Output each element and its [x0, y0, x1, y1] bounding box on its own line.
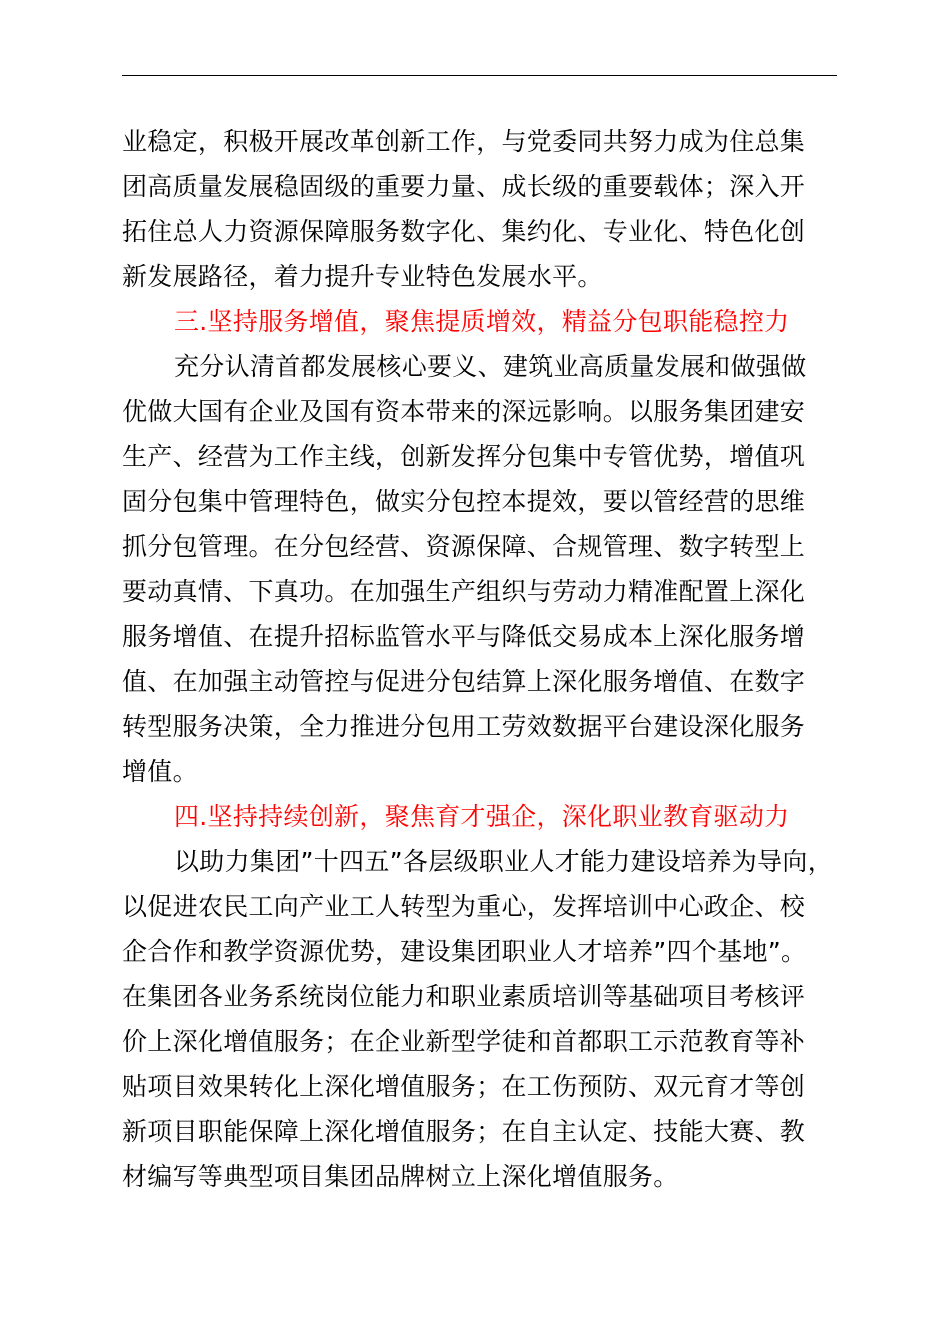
- section-3-paragraph: [122, 344, 842, 794]
- section-heading-3: 三.坚持服务增值，聚焦提质增效，精益分包职能稳控力: [174, 307, 790, 336]
- text-line: 新项目职能保障上深化增值服务；在自主认定、技能大赛、教: [122, 1117, 806, 1146]
- text-line: 团高质量发展稳固级的重要力量、成长级的重要载体；深入开: [122, 172, 806, 201]
- text-line: 在集团各业务系统岗位能力和职业素质培训等基础项目考核评: [122, 982, 806, 1011]
- text-line: 生产、经营为工作主线，创新发挥分包集中专管优势，增值巩: [122, 442, 806, 471]
- text-line: 拓住总人力资源保障服务数字化、集约化、专业化、特色化创: [122, 217, 806, 246]
- section-4-paragraph: [122, 839, 842, 1199]
- text-line: 服务增值、在提升招标监管水平与降低交易成本上深化服务增: [122, 622, 806, 651]
- section-heading-4: 四.坚持持续创新，聚焦育才强企，深化职业教育驱动力: [174, 802, 790, 831]
- text-line: 材编写等典型项目集团品牌树立上深化增值服务。: [122, 1162, 679, 1191]
- text-line: 以促进农民工向产业工人转型为重心，发挥培训中心政企、校: [122, 892, 806, 921]
- text-line: 要动真情、下真功。在加强生产组织与劳动力精准配置上深化: [122, 577, 806, 606]
- text-line: 优做大国有企业及国有资本带来的深远影响。以服务集团建安: [122, 397, 806, 426]
- text-line: 业稳定，积极开展改革创新工作，与党委同共努力成为住总集: [122, 127, 806, 156]
- text-line: 企合作和教学资源优势，建设集团职业人才培养”四个基地”。: [122, 937, 807, 966]
- text-line: 新发展路径，着力提升专业特色发展水平。: [122, 262, 603, 291]
- text-line: 价上深化增值服务；在企业新型学徒和首都职工示范教育等补: [122, 1027, 806, 1056]
- text-line: 以助力集团”十四五”各层级职业人才能力建设培养为导向，: [174, 847, 834, 876]
- text-line: 固分包集中管理特色，做实分包控本提效，要以管经营的思维: [122, 487, 806, 516]
- intro-paragraph: [122, 119, 842, 299]
- text-line: 抓分包管理。在分包经营、资源保障、合规管理、数字转型上: [122, 532, 806, 561]
- document-body: [122, 119, 842, 1199]
- text-line: 贴项目效果转化上深化增值服务；在工伤预防、双元育才等创: [122, 1072, 806, 1101]
- text-line: 值、在加强主动管控与促进分包结算上深化服务增值、在数字: [122, 667, 806, 696]
- text-line: 充分认清首都发展核心要义、建筑业高质量发展和做强做: [174, 352, 807, 381]
- header-rule: [122, 75, 837, 76]
- text-line: 增值。: [122, 757, 198, 786]
- text-line: 转型服务决策，全力推进分包用工劳效数据平台建设深化服务: [122, 712, 806, 741]
